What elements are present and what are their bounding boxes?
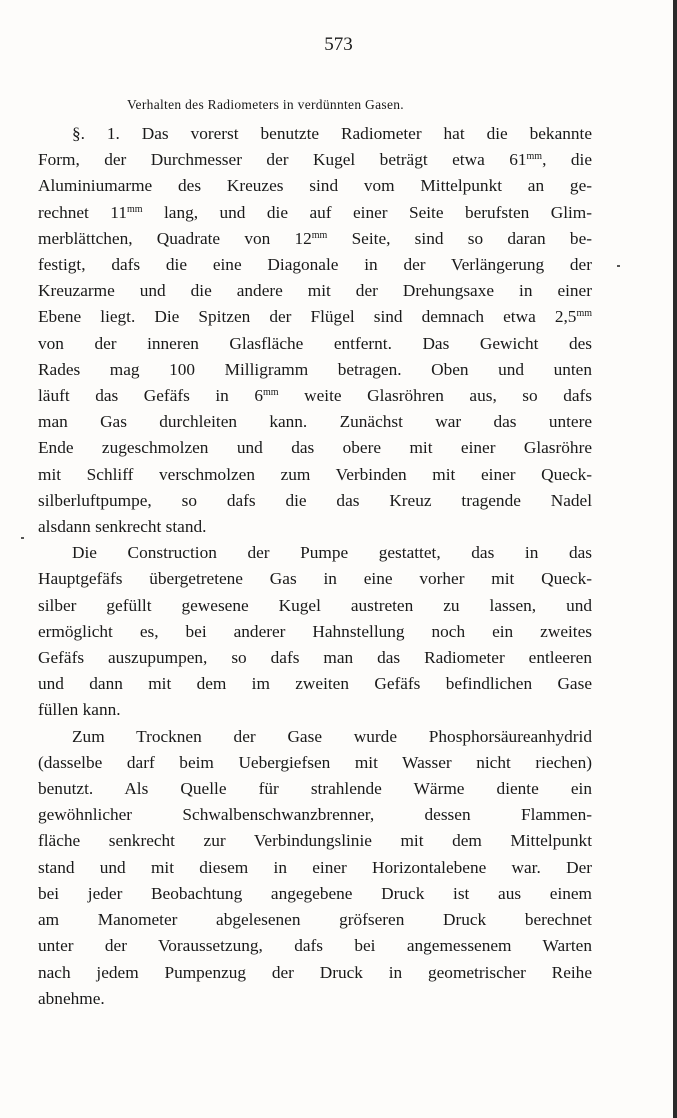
text-line: festigt, dafs die eine Diagonale in der Verlängerung der bbox=[38, 255, 592, 275]
section-title: Verhalten des Radiometers in verdünnten Gasen. bbox=[127, 97, 404, 112]
text-line: (dasselbe darf beim Uebergiefsen mit Wasser nicht riechen) bbox=[38, 752, 592, 772]
page-number: 573 bbox=[324, 34, 353, 55]
text-line: Form, der Durchmesser der Kugel beträgt etwa $61^{mm}$, die bbox=[38, 150, 592, 170]
text-line: Ende zugeschmolzen und das obere mit einer Glasröhre bbox=[38, 438, 592, 458]
text-line: Zum Trocknen der Gase wurde Phosphorsäureanhydrid bbox=[72, 726, 592, 746]
paragraph-2 bbox=[38, 540, 592, 723]
text-line: benutzt. Als Quelle für strahlende Wärme diente ein bbox=[38, 779, 592, 799]
text-line: von der inneren Glasfläche entfernt. Das Gewicht des bbox=[38, 333, 592, 353]
text-line: Ebene liegt. Die Spitzen der Flügel sind demnach etwa $2,5^{mm}$ bbox=[38, 307, 592, 327]
text-line: stand und mit diesem in einer Horizontalebene war. Der bbox=[38, 857, 592, 877]
text-line: füllen kann. bbox=[38, 700, 121, 720]
body-text bbox=[38, 121, 592, 1012]
text-line: läuft das Gefäfs in $6^{mm}$ weite Glasröhren aus, so dafs bbox=[38, 386, 592, 406]
text-line: Die Construction der Pumpe gestattet, das in das bbox=[72, 543, 592, 563]
text-line: fläche senkrecht zur Verbindungslinie mit dem Mittelpunkt bbox=[38, 831, 592, 851]
text-line: Kreuzarme und die andere mit der Drehungsaxe in einer bbox=[38, 281, 592, 301]
text-line: Gefäfs auszupumpen, so dafs man das Radiometer entleeren bbox=[38, 648, 592, 668]
scan-speck bbox=[21, 537, 24, 539]
text-line: §. 1. Das vorerst benutzte Radiometer hat die bekannte bbox=[72, 124, 592, 143]
paragraph-1 bbox=[38, 121, 592, 540]
scan-speck bbox=[617, 265, 620, 267]
text-line: gewöhnlicher Schwalbenschwanzbrenner, dessen Flammen- bbox=[38, 805, 592, 825]
text-line: Hauptgefäfs übergetretene Gas in eine vorher mit Queck- bbox=[38, 569, 592, 589]
text-line: mit Schliff verschmolzen zum Verbinden mit einer Queck- bbox=[38, 464, 592, 484]
text-line: merblättchen, Quadrate von $12^{mm}$ Seite, sind so daran be- bbox=[38, 228, 592, 248]
text-line: und dann mit dem im zweiten Gefäfs befindlichen Gase bbox=[38, 674, 592, 694]
text-line: abnehme. bbox=[38, 988, 105, 1008]
text-line: silberluftpumpe, so dafs die das Kreuz tragende Nadel bbox=[38, 490, 592, 510]
text-line: Aluminiumarme des Kreuzes sind vom Mittelpunkt an ge- bbox=[38, 176, 592, 196]
text-line: Rades mag 100 Milligramm betragen. Oben und unten bbox=[38, 359, 592, 379]
text-line: silber gefüllt gewesene Kugel austreten zu lassen, und bbox=[38, 595, 592, 615]
text-line: bei jeder Beobachtung angegebene Druck ist aus einem bbox=[38, 883, 592, 903]
text-line: man Gas durchleiten kann. Zunächst war das untere bbox=[38, 412, 592, 432]
text-line: am Manometer abgelesenen gröfseren Druck berechnet bbox=[38, 910, 592, 930]
page-edge bbox=[673, 0, 677, 1118]
text-line: nach jedem Pumpenzug der Druck in geometrischer Reihe bbox=[38, 962, 592, 982]
text-line: ermöglicht es, bei anderer Hahnstellung noch ein zweites bbox=[38, 621, 592, 641]
text-line: unter der Voraussetzung, dafs bei angemessenem Warten bbox=[38, 936, 592, 956]
text-line: alsdann senkrecht stand. bbox=[38, 517, 207, 537]
text-line: rechnet $11^{mm}$ lang, und die auf einer Seite berufsten Glim- bbox=[38, 202, 593, 222]
paragraph-3 bbox=[38, 724, 592, 1012]
